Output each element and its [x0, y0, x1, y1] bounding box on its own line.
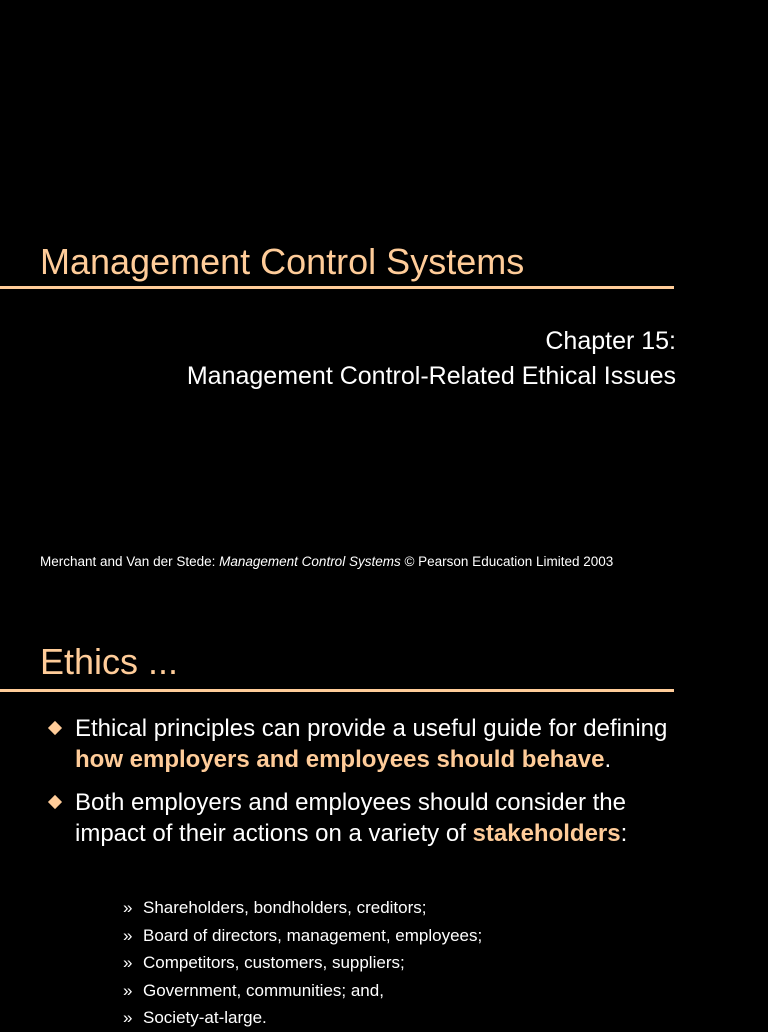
stakeholder-text: Government, communities; and, — [143, 980, 384, 1000]
credit-authors: Merchant and Van der Stede: — [40, 554, 220, 569]
chapter-number: Chapter 15: — [545, 327, 676, 355]
sub-bullet-icon: » — [123, 925, 133, 945]
stakeholder-text: Competitors, customers, suppliers; — [143, 953, 405, 972]
stakeholder-list — [123, 894, 482, 1032]
stakeholder-text: Society-at-large. — [143, 1008, 267, 1027]
credit-publisher: © Pearson Education Limited 2003 — [400, 554, 614, 569]
stakeholder-text: Shareholders, bondholders, creditors; — [143, 898, 427, 917]
diamond-bullet-icon — [48, 721, 62, 735]
slide-title: Ethics ... — [40, 641, 179, 682]
stakeholder-item — [123, 922, 482, 950]
sub-bullet-icon: » — [123, 980, 133, 1000]
stakeholder-item — [123, 949, 482, 977]
title-rule — [0, 689, 674, 692]
diamond-bullet-icon — [48, 795, 62, 809]
bullet-item — [48, 713, 688, 775]
sub-bullet-icon: » — [123, 898, 133, 917]
stakeholder-item — [123, 977, 482, 1005]
stakeholder-item — [123, 894, 482, 922]
title-rule — [0, 286, 674, 289]
stakeholder-item — [123, 1004, 482, 1032]
bullet-text: Both employers and employees should consider the impact of their actions on a variety of — [75, 789, 626, 847]
bullet-highlight: stakeholders — [472, 820, 621, 847]
bullet-item — [48, 787, 688, 849]
sub-bullet-icon: » — [123, 953, 133, 972]
ethics-slide — [0, 600, 768, 1027]
bullet-punct: . — [604, 746, 612, 773]
sub-bullet-icon: » — [123, 1008, 133, 1027]
copyright-credit — [40, 553, 613, 571]
bullet-highlight: how employers and employees should behave — [75, 746, 605, 773]
bullet-text: Ethical principles can provide a useful guide for defining — [75, 715, 668, 742]
stakeholder-text: Board of directors, management, employees; — [143, 925, 483, 945]
bullet-list — [48, 713, 688, 861]
bullet-punct: : — [620, 820, 628, 847]
chapter-title: Management Control-Related Ethical Issues — [186, 362, 676, 390]
slide-title: Management Control Systems — [40, 241, 525, 282]
credit-book: Management Control Systems — [219, 554, 401, 569]
